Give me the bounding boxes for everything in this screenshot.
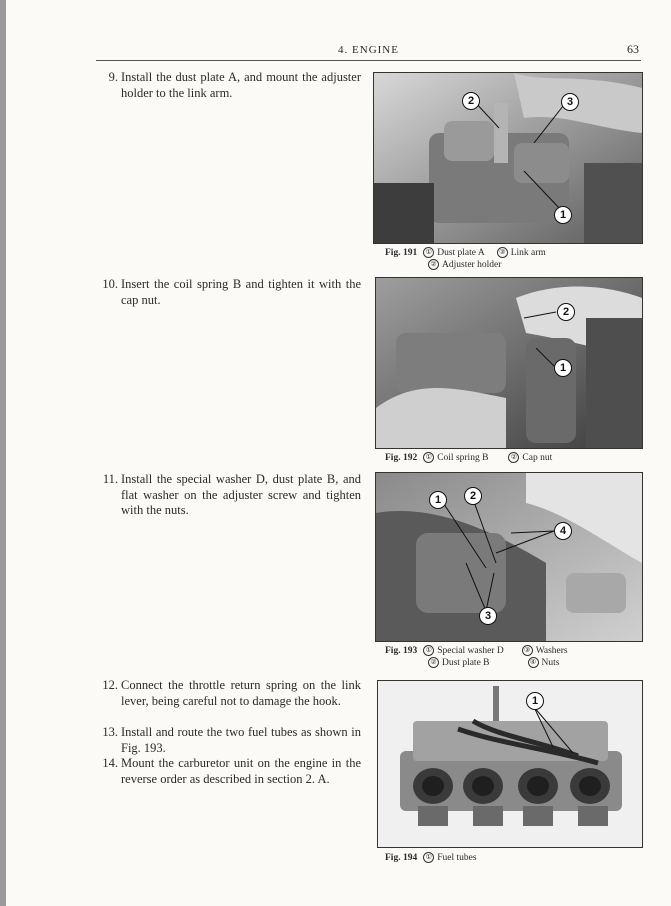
figure-label: Fig. 194: [385, 853, 418, 863]
legend-marker: ①: [423, 247, 434, 258]
legend-text: Nuts: [541, 658, 560, 668]
page-number: 63: [627, 42, 639, 56]
step-text: Install the dust plate A, and mount the adjuster holder to the link arm.: [121, 70, 361, 100]
legend-text: Adjuster holder: [442, 260, 502, 270]
callout-2: 2: [557, 303, 575, 321]
legend-text: Dust plate B: [442, 658, 490, 668]
legend-text: Dust plate A: [437, 248, 485, 258]
step-number: 14.: [102, 756, 118, 770]
page-header: [96, 42, 641, 62]
step-text: Insert the coil spring B and tighten it with the cap nut.: [121, 277, 361, 307]
step-number: 13.: [102, 725, 118, 739]
callout-1: 1: [429, 491, 447, 509]
legend-text: Fuel tubes: [437, 853, 477, 863]
step-13: [96, 725, 361, 756]
callout-4: 4: [554, 522, 572, 540]
figure-191-photo: [373, 72, 643, 244]
callout-3: 3: [479, 607, 497, 625]
figure-192-photo: [375, 277, 643, 449]
figure-191-caption: [385, 247, 641, 271]
figure-label: Fig. 192: [385, 453, 418, 463]
legend-text: Cap nut: [522, 453, 553, 463]
step-text: Connect the throttle return spring on the link lever, being careful not to damage the hook.: [121, 678, 361, 708]
legend-marker: ③: [497, 247, 508, 258]
legend-marker: ②: [428, 657, 439, 668]
step-text: Install the special washer D, dust plate B, and flat washer on the adjuster screw and tighten with the nuts.: [121, 472, 361, 517]
legend-marker: ①: [423, 852, 434, 863]
legend-marker: ②: [508, 452, 519, 463]
legend-text: Washers: [535, 646, 568, 656]
legend-marker: ④: [528, 657, 539, 668]
legend-text: Link arm: [510, 248, 546, 258]
legend-marker: ①: [423, 452, 434, 463]
callout-2: 2: [462, 92, 480, 110]
page-spine-edge: [0, 0, 6, 906]
step-number: 9.: [108, 70, 118, 84]
figure-194-photo: [377, 680, 643, 848]
figure-194-caption: [385, 852, 641, 864]
legend-text: Coil spring B: [437, 453, 489, 463]
figure-192-caption: [385, 452, 641, 464]
step-number: 11.: [102, 472, 118, 486]
step-number: 12.: [102, 678, 118, 692]
step-9: [96, 70, 361, 101]
step-text: Install and route the two fuel tubes as shown in Fig. 193.: [121, 725, 361, 755]
legend-text: Special washer D: [437, 646, 504, 656]
header-rule: [96, 60, 641, 61]
callout-1: 1: [554, 206, 572, 224]
step-number: 10.: [102, 277, 118, 291]
callout-2: 2: [464, 487, 482, 505]
figure-193-caption: [385, 645, 641, 669]
figure-label: Fig. 193: [385, 646, 418, 656]
step-text: Mount the carburetor unit on the engine in the reverse order as described in section 2. A.: [121, 756, 361, 786]
legend-marker: ①: [423, 645, 434, 656]
figure-193-photo: [375, 472, 643, 642]
legend-marker: ②: [428, 259, 439, 270]
legend-marker: ③: [522, 645, 533, 656]
step-12: [96, 678, 361, 709]
callout-1: 1: [526, 692, 544, 710]
callout-3: 3: [561, 93, 579, 111]
step-11: [96, 472, 361, 519]
callout-1: 1: [554, 359, 572, 377]
step-14: [96, 756, 361, 787]
figure-label: Fig. 191: [385, 248, 418, 258]
section-title: 4. ENGINE: [338, 44, 399, 56]
step-10: [96, 277, 361, 308]
